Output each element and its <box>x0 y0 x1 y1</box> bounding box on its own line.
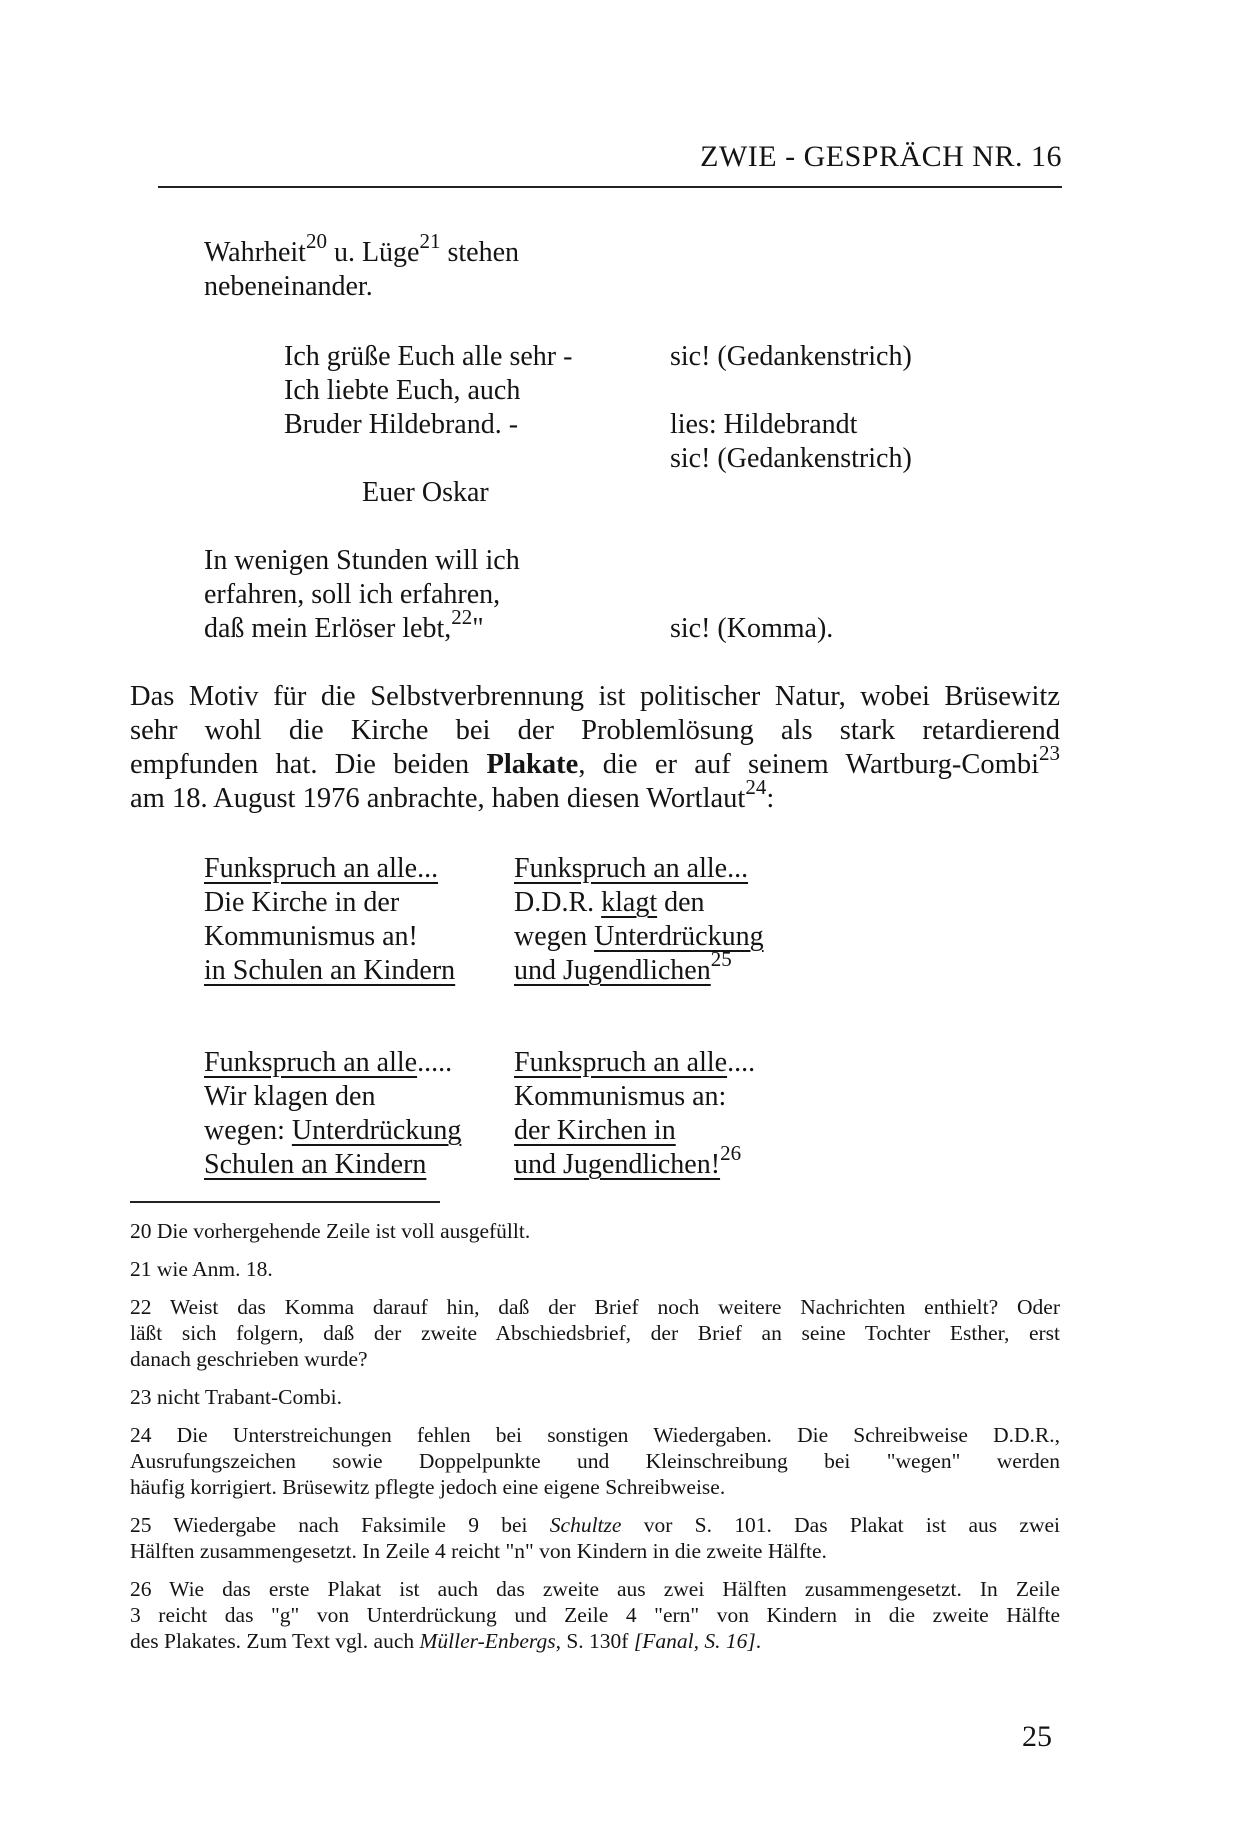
poster-text: den <box>657 887 705 918</box>
poster-text: Unterdrückung <box>291 1115 462 1146</box>
letter-signature: Euer Oskar <box>362 477 489 508</box>
page-number: 25 <box>1022 1720 1052 1753</box>
paragraph-line-3 <box>130 741 1060 783</box>
footnote-line: 20 Die vorhergehende Zeile ist voll ausgefüllt. <box>130 1219 531 1243</box>
letter-text: Wahrheit <box>204 237 306 268</box>
poster-text: D.D.R. <box>514 887 602 918</box>
footnote-line: danach geschrieben wurde? <box>130 1347 368 1371</box>
letter-greeting-1: Ich grüße Euch alle sehr - <box>284 341 573 372</box>
footnote-23 <box>130 1384 1060 1410</box>
footnote-citation: Schultze <box>549 1513 622 1537</box>
footnote-text: , S. 130f <box>555 1629 634 1653</box>
poster-text: Funkspruch an alle... <box>204 853 439 884</box>
footnote-20 <box>130 1218 1060 1244</box>
poster1-right-4 <box>514 947 732 989</box>
footnote-line: läßt sich folgern, daß der zweite Abschiedsbrief, der Brief an seine Tochter Esther, erst <box>130 1321 1060 1345</box>
paragraph-text: am 18. August 1976 anbrachte, haben diesen Wortlaut <box>130 783 746 814</box>
footnote-text: . <box>755 1629 762 1653</box>
letter-closing-1: In wenigen Stunden will ich <box>204 545 520 576</box>
footnote-ref-22: 22 <box>451 605 473 629</box>
poster-text: Funkspruch an alle <box>514 1047 728 1078</box>
poster-text: der Kirchen in <box>514 1115 676 1146</box>
poster-text: in Schulen an Kindern <box>204 955 456 986</box>
letter-greeting-2: Ich liebte Euch, auch <box>284 375 521 406</box>
poster-text: .... <box>727 1047 756 1078</box>
poster2-left-3 <box>204 1114 461 1148</box>
poster-text: wegen: <box>204 1115 292 1146</box>
footnote-text: vor S. 101. Das Plakat ist aus zwei <box>621 1513 1060 1537</box>
footnote-divider <box>130 1201 440 1203</box>
poster1-right-1 <box>514 852 748 886</box>
footnote-line: 26 Wie das erste Plakat ist auch das zweite aus zwei Hälften zusammengesetzt. In Zeile <box>130 1577 1060 1601</box>
footnote-26 <box>130 1576 1060 1654</box>
letter-line-1 <box>204 229 519 271</box>
paragraph-text: , die er auf seinem Wartburg-Combi <box>578 749 1039 780</box>
footnote-line: 3 reicht das "g" von Unterdrückung und Zeile 4 "ern" von Kindern in die zweite Hälfte <box>130 1603 1060 1627</box>
poster1-left-3: Kommunismus an! <box>204 921 418 952</box>
letter-line-2: nebeneinander. <box>204 271 373 302</box>
footnote-ref-24: 24 <box>745 775 767 799</box>
header-divider <box>158 186 1062 188</box>
footnote-ref-21: 21 <box>419 229 441 253</box>
poster2-left-1 <box>204 1046 452 1080</box>
poster-text: klagt <box>601 887 658 918</box>
letter-greeting-3: Bruder Hildebrand. - <box>284 409 519 440</box>
letter-text: " <box>472 613 484 644</box>
poster1-left-2: Die Kirche in der <box>204 887 400 918</box>
footnote-text: 25 Wiedergabe nach Faksimile 9 bei <box>130 1513 550 1537</box>
footnote-line: Hälften zusammengesetzt. In Zeile 4 reicht "n" von Kindern in die zweite Hälfte. <box>130 1539 827 1563</box>
footnote-line: 23 nicht Trabant-Combi. <box>130 1385 343 1409</box>
footnote-ref-26: 26 <box>720 1141 742 1165</box>
poster2-left-2: Wir klagen den <box>204 1081 376 1112</box>
footnote-ref-23: 23 <box>1039 741 1060 765</box>
poster1-left-4 <box>204 954 487 988</box>
letter-annotation-4: sic! (Komma). <box>670 613 834 644</box>
footnote-citation: [Fanal, S. 16] <box>633 1629 756 1653</box>
footnote-21 <box>130 1256 1060 1282</box>
bold-term: Plakate <box>486 749 579 780</box>
footnote-line: Ausrufungszeichen sowie Doppelpunkte und Kleinschreibung bei "wegen" werden <box>130 1449 1060 1473</box>
footnote-ref-20: 20 <box>305 229 327 253</box>
footnote-ref-25: 25 <box>710 947 732 971</box>
poster2-left-4 <box>204 1148 462 1182</box>
poster-text: und Jugendlichen! <box>514 1149 721 1180</box>
paragraph-text: : <box>766 783 775 814</box>
letter-closing-2: erfahren, soll ich erfahren, <box>204 579 501 610</box>
letter-annotation-1: sic! (Gedankenstrich) <box>670 341 912 372</box>
letter-closing-3 <box>204 605 484 647</box>
paragraph-line-4 <box>130 775 1060 817</box>
poster1-left-1 <box>204 852 438 886</box>
footnote-text: des Plakates. Zum Text vgl. auch <box>130 1629 420 1653</box>
letter-text: stehen <box>440 237 519 268</box>
poster-text: wegen <box>514 921 595 952</box>
poster-text: ..... <box>417 1047 453 1078</box>
footnote-line: 21 wie Anm. 18. <box>130 1257 273 1281</box>
footnote-22 <box>130 1294 1060 1372</box>
poster2-right-3 <box>514 1114 676 1148</box>
footnote-line: 24 Die Unterstreichungen fehlen bei sonstigen Wiedergaben. Die Schreibweise D.D.R., <box>130 1423 1060 1447</box>
paragraph-line-1: Das Motiv für die Selbstverbrennung ist politischer Natur, wobei Brüsewitz <box>130 681 1060 712</box>
paragraph-text: empfunden hat. Die beiden <box>130 749 487 780</box>
footnote-line <box>130 1512 1060 1538</box>
letter-text: u. Lüge <box>326 237 420 268</box>
footnote-line <box>130 1628 1060 1654</box>
poster2-right-1 <box>514 1046 755 1080</box>
letter-text: daß mein Erlöser lebt, <box>204 613 452 644</box>
poster2-right-2: Kommunismus an: <box>514 1081 727 1112</box>
poster-text: Funkspruch an alle <box>204 1047 418 1078</box>
poster-text: Schulen an Kindern <box>204 1149 427 1180</box>
footnote-line: häufig korrigiert. Brüsewitz pflegte jedoch eine eigene Schreibweise. <box>130 1475 726 1499</box>
poster1-right-2 <box>514 886 705 920</box>
poster-text: Funkspruch an alle... <box>514 853 749 884</box>
footnote-line: 22 Weist das Komma darauf hin, daß der Brief noch weitere Nachrichten enthielt? Oder <box>130 1295 1060 1319</box>
footnote-24 <box>130 1422 1060 1500</box>
paragraph-line-2: sehr wohl die Kirche bei der Problemlösung als stark retardierend <box>130 715 1060 746</box>
footnote-25 <box>130 1512 1060 1564</box>
letter-annotation-3: sic! (Gedankenstrich) <box>670 443 912 474</box>
poster2-right-4 <box>514 1141 742 1183</box>
footnote-citation: Müller-Enbergs <box>419 1629 556 1653</box>
poster-text: Unterdrückung <box>594 921 764 952</box>
poster-text: und Jugendlichen <box>514 955 711 986</box>
letter-annotation-2: lies: Hildebrandt <box>670 409 858 440</box>
running-header: ZWIE - GESPRÄCH NR. 16 <box>700 140 1062 173</box>
